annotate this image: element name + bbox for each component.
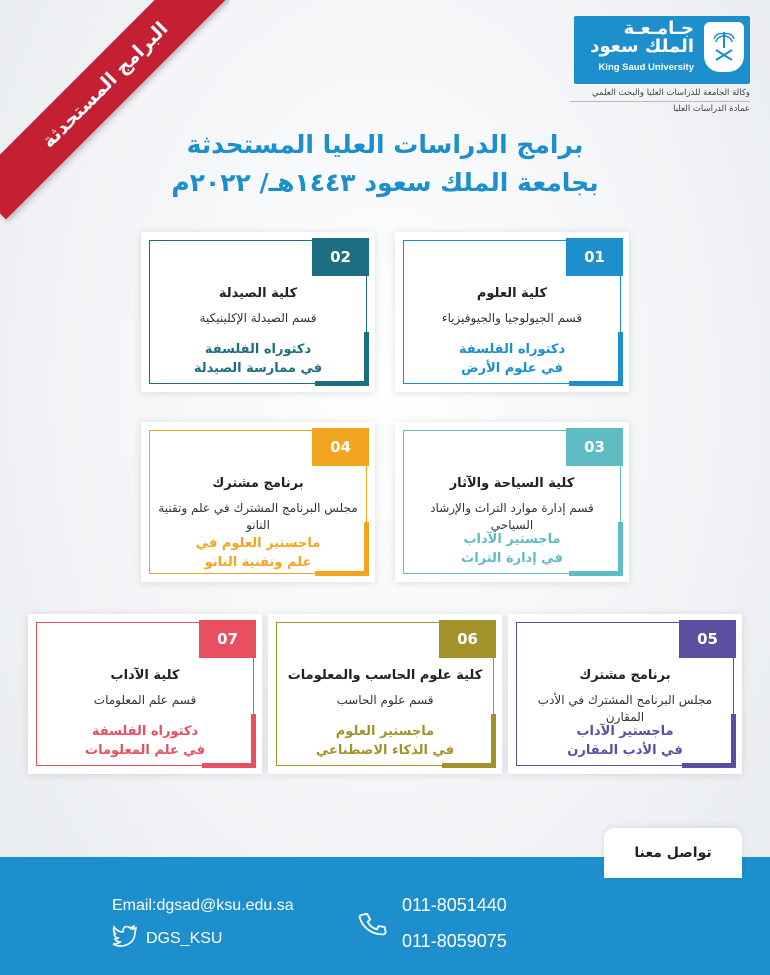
card-college: كلية السياحة والآثار [449, 476, 575, 491]
card-number-badge: 01 [566, 238, 623, 276]
twitter-icon [112, 925, 138, 952]
card-college: برنامج مشترك [212, 476, 304, 491]
card-degree [40, 722, 250, 760]
logo-arabic-line1: جـامـعـة [623, 18, 694, 39]
card-degree-line2: في علم المعلومات [85, 743, 205, 758]
card-degree-line2: في الأدب المقارن [567, 743, 683, 758]
card-degree-line1: دكتوراه الفلسفة [204, 342, 312, 357]
card-accent-vertical [618, 522, 623, 576]
card-degree [280, 722, 490, 760]
program-card-03 [395, 422, 629, 582]
program-card-07 [28, 614, 262, 774]
card-department: مجلس البرنامج المشترك في علم وتقنية النانو [158, 501, 358, 532]
palm-swords-emblem-icon [704, 22, 744, 72]
deanship-name: عمادة الدراسات العليا [673, 104, 750, 114]
card-degree-line2: في ممارسة الصيدلة [193, 361, 323, 376]
card-accent-vertical [618, 332, 623, 386]
card-degree-line1: ماجستير الآداب [463, 532, 561, 547]
program-card-06 [268, 614, 502, 774]
card-degree-line2: علم وتقنية النانو [204, 555, 312, 570]
card-accent-vertical [491, 714, 496, 768]
card-degree-line1: دكتوراه الفلسفة [458, 342, 566, 357]
program-card-05 [508, 614, 742, 774]
card-degree-line1: ماجستير العلوم في [195, 536, 321, 551]
card-department: قسم الجيولوجيا والجيوفيزياء [441, 311, 583, 325]
program-card-01 [395, 232, 629, 392]
logo-arabic-line2: الملك سعود [590, 36, 694, 57]
card-degree-line2: في إدارة التراث [461, 551, 563, 566]
card-number-badge: 06 [439, 620, 496, 658]
card-accent-horizontal [442, 763, 496, 768]
card-department: قسم علوم الحاسب [336, 693, 434, 707]
card-accent-vertical [364, 332, 369, 386]
card-degree-line1: ماجستير العلوم [335, 724, 435, 739]
ksu-logo [574, 16, 750, 84]
card-college: كلية علوم الحاسب والمعلومات [287, 668, 483, 683]
email-address[interactable]: Email:dgsad@ksu.edu.sa [112, 897, 294, 914]
title-line2: بجامعة الملك سعود ١٤٤٣هـ/ ٢٠٢٢م [171, 168, 599, 197]
card-department: قسم علم المعلومات [93, 693, 197, 707]
card-college: كلية العلوم [476, 286, 548, 301]
card-number-badge: 04 [312, 428, 369, 466]
card-accent-horizontal [569, 571, 623, 576]
title-line1: برامج الدراسات العليا المستحدثة [186, 130, 584, 159]
card-degree [520, 722, 730, 760]
card-department: قسم إدارة موارد التراث والإرشاد السياحي [430, 501, 594, 532]
contact-us-tab: تواصل معنا [604, 828, 742, 878]
page-title [0, 126, 770, 202]
ribbon-label: البرامج المستحدثة [0, 0, 230, 219]
twitter-handle-row[interactable] [112, 925, 222, 952]
logo-english-name: King Saud University [598, 62, 694, 73]
card-department: مجلس البرنامج المشترك في الأدب المقارن [537, 693, 713, 724]
card-college: كلية الآداب [110, 668, 180, 683]
card-college: برنامج مشترك [579, 668, 671, 683]
phone-number-1[interactable]: 011-8051440 [402, 895, 507, 915]
card-department: قسم الصيدلة الإكلينيكية [199, 311, 317, 325]
card-number-badge: 03 [566, 428, 623, 466]
card-degree-line2: في علوم الأرض [461, 361, 563, 376]
card-number-badge: 05 [679, 620, 736, 658]
deanship-vice-rectorate: وكالة الجامعة للدراسات العليا والبحث العلمي [570, 88, 750, 102]
card-degree [153, 534, 363, 572]
card-number-badge: 02 [312, 238, 369, 276]
card-accent-horizontal [315, 381, 369, 386]
card-accent-horizontal [569, 381, 623, 386]
card-number-badge: 07 [199, 620, 256, 658]
card-accent-horizontal [202, 763, 256, 768]
card-degree [407, 530, 617, 568]
card-degree-line1: ماجستير الآداب [576, 724, 674, 739]
card-degree-line2: في الذكاء الاصطناعي [315, 743, 455, 758]
card-accent-vertical [364, 522, 369, 576]
program-card-02 [141, 232, 375, 392]
card-accent-horizontal [682, 763, 736, 768]
card-accent-vertical [731, 714, 736, 768]
card-accent-horizontal [315, 571, 369, 576]
card-college: كلية الصيدلة [218, 286, 298, 301]
program-card-04 [141, 422, 375, 582]
phone-number-2[interactable]: 011-8059075 [402, 931, 507, 951]
card-degree-line1: دكتوراه الفلسفة [91, 724, 199, 739]
card-degree [153, 340, 363, 378]
card-accent-vertical [251, 714, 256, 768]
twitter-handle: DGS_KSU [146, 929, 223, 947]
phone-icon [358, 909, 388, 944]
card-degree [407, 340, 617, 378]
